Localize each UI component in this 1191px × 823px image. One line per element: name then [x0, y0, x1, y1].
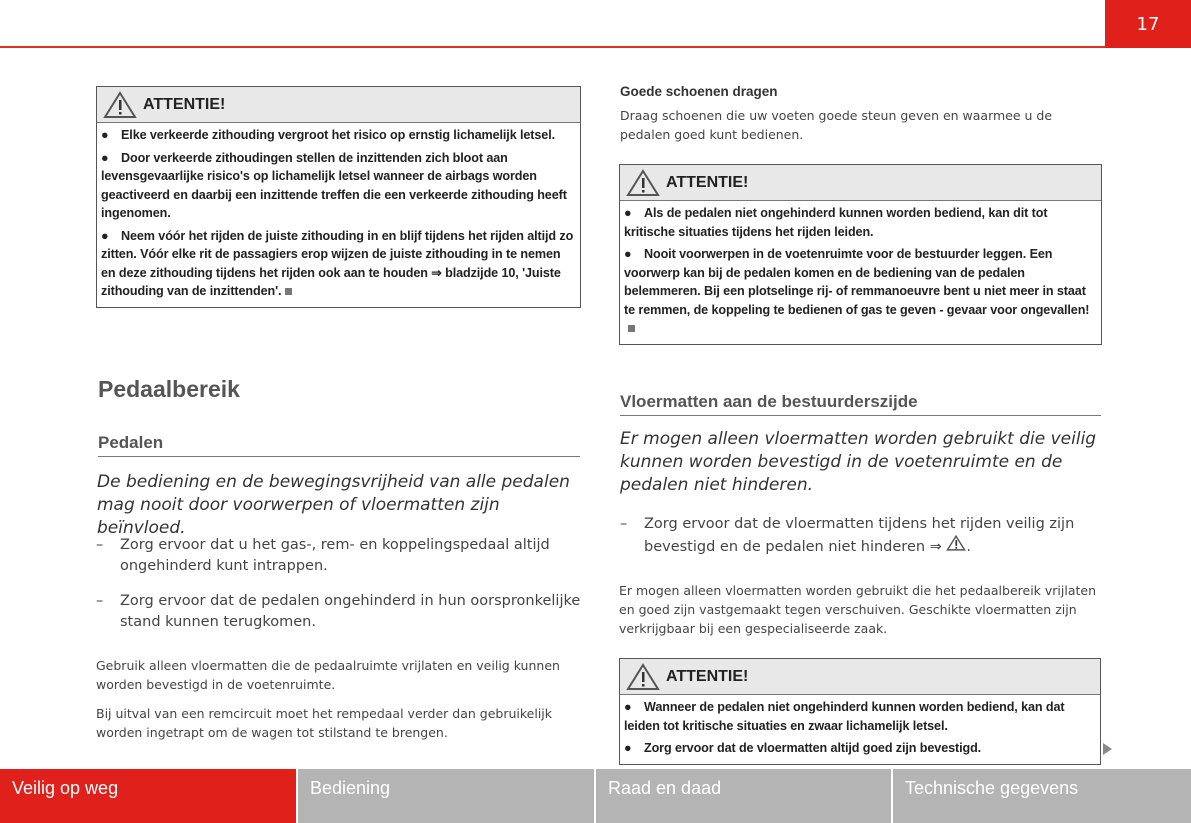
intro-text: Er mogen alleen vloermatten worden gebruikt die veilig kunnen worden bevestigd in de voetenruimte en de pedalen niet hinderen.	[620, 429, 1097, 495]
paragraph: Gebruik alleen vloermatten die de pedaalruimte vrijlaten en veilig kunnen worden bevestigd in de voetenruimte.	[96, 658, 560, 692]
warning-header	[620, 659, 1100, 695]
warning-title: ATTENTIE!	[666, 667, 749, 685]
warning-triangle-icon	[626, 663, 660, 691]
end-marker-icon	[628, 325, 635, 332]
tab-technische-gegevens[interactable]: Technische gegevens	[893, 769, 1191, 823]
shoes-title: Goede schoenen dragen	[620, 84, 778, 99]
tab-bediening[interactable]: Bediening	[298, 769, 594, 823]
step-list	[96, 535, 581, 633]
warning-title: ATTENTIE!	[143, 95, 226, 113]
tab-raad-en-daad[interactable]: Raad en daad	[596, 769, 891, 823]
warning-box	[96, 86, 581, 308]
section-title: Vloermatten aan de bestuurderszijde	[620, 392, 1101, 416]
paragraph: Bij uitval van een remcircuit moet het rempedaal verder dan gebruikelijk worden ingetrapt om de wagen tot stilstand te brengen.	[96, 706, 553, 740]
step-item: – Zorg ervoor dat de pedalen ongehinderd in hun oorspronkelijke stand kunnen terugkomen.	[96, 593, 581, 630]
warning-header	[620, 165, 1101, 201]
continue-arrow-icon	[1103, 743, 1112, 755]
warning-item: ● Als de pedalen niet ongehinderd kunnen worden bediend, kan dit tot kritische situaties tijdens het rijden leiden.	[624, 206, 1048, 239]
warning-triangle-icon	[103, 91, 137, 119]
warning-item: ● Nooit voorwerpen in de voetenruimte voor de bestuurder leggen. Een voorwerp kan bij de pedalen komen en de bediening van de pedalen belemmeren. Bij een plotselinge rij- of remmanoeuvre bent u niet meer in staat te remmen, de koppeling te bedienen of gas te geven - gevaar voor ongevallen!	[624, 245, 1097, 338]
intro-text: De bediening en de bewegingsvrijheid van alle pedalen mag nooit door voorwerpen of vloermatten zijn beïnvloed.	[97, 472, 570, 538]
subsection-title: Pedalen	[98, 433, 580, 457]
left-column	[96, 86, 581, 308]
warning-header	[97, 87, 580, 123]
warning-item: ● Wanneer de pedalen niet ongehinderd kunnen worden bediend, kan dat leiden tot kritische situaties en zwaar lichamelijk letsel.	[624, 700, 1065, 733]
step-item: – Zorg ervoor dat de vloermatten tijdens het rijden veilig zijn bevestigd en de pedalen niet hinderen ⇒ .	[620, 516, 1075, 555]
warning-item: ● Neem vóór het rijden de juiste zithouding in en blijf tijdens het rijden altijd zo zitten. Vóór elke rit de passagiers erop wijzen de juiste zithouding in te nemen en deze zithouding tijdens het rijden ook aan te houden ⇒ bladzijde 10, 'Juiste zithouding van de inzittenden'.	[101, 228, 574, 298]
tab-veilig-op-weg[interactable]: Veilig op weg	[0, 769, 296, 823]
warning-triangle-icon	[946, 535, 966, 551]
paragraph: Er mogen alleen vloermatten worden gebruikt die het pedaalbereik vrijlaten en goed zijn vastgemaakt tegen verschuiven. Geschikte vloermatten zijn verkrijgbaar bij een gespecialiseerde zaak.	[619, 583, 1097, 636]
warning-triangle-icon	[626, 169, 660, 197]
warning-title: ATTENTIE!	[666, 173, 749, 191]
warning-box	[619, 658, 1101, 765]
warning-item: ● Elke verkeerde zithouding vergroot het risico op ernstig lichamelijk letsel.	[101, 128, 556, 142]
warning-item: ● Door verkeerde zithoudingen stellen de inzittenden zich bloot aan levensgevaarlijke risico's op lichamelijk letsel wanneer de airbags worden geactiveerd en daarbij een inzittende treffen die een verkeerde zithouding heeft ingenomen.	[101, 150, 567, 220]
shoes-text: Draag schoenen die uw voeten goede steun geven en waarmee u de pedalen goed kunt bedienen.	[620, 108, 1053, 142]
end-marker-icon	[285, 288, 292, 295]
warning-item: ● Zorg ervoor dat de vloermatten altijd goed zijn bevestigd.	[624, 741, 982, 755]
header-rule	[0, 46, 1105, 48]
step-item: – Zorg ervoor dat u het gas-, rem- en koppelingspedaal altijd ongehinderd kunt intrappen.	[96, 537, 550, 574]
section-title: Pedaalbereik	[98, 376, 240, 402]
warning-box	[619, 164, 1102, 345]
page-number: 17	[1105, 0, 1191, 48]
